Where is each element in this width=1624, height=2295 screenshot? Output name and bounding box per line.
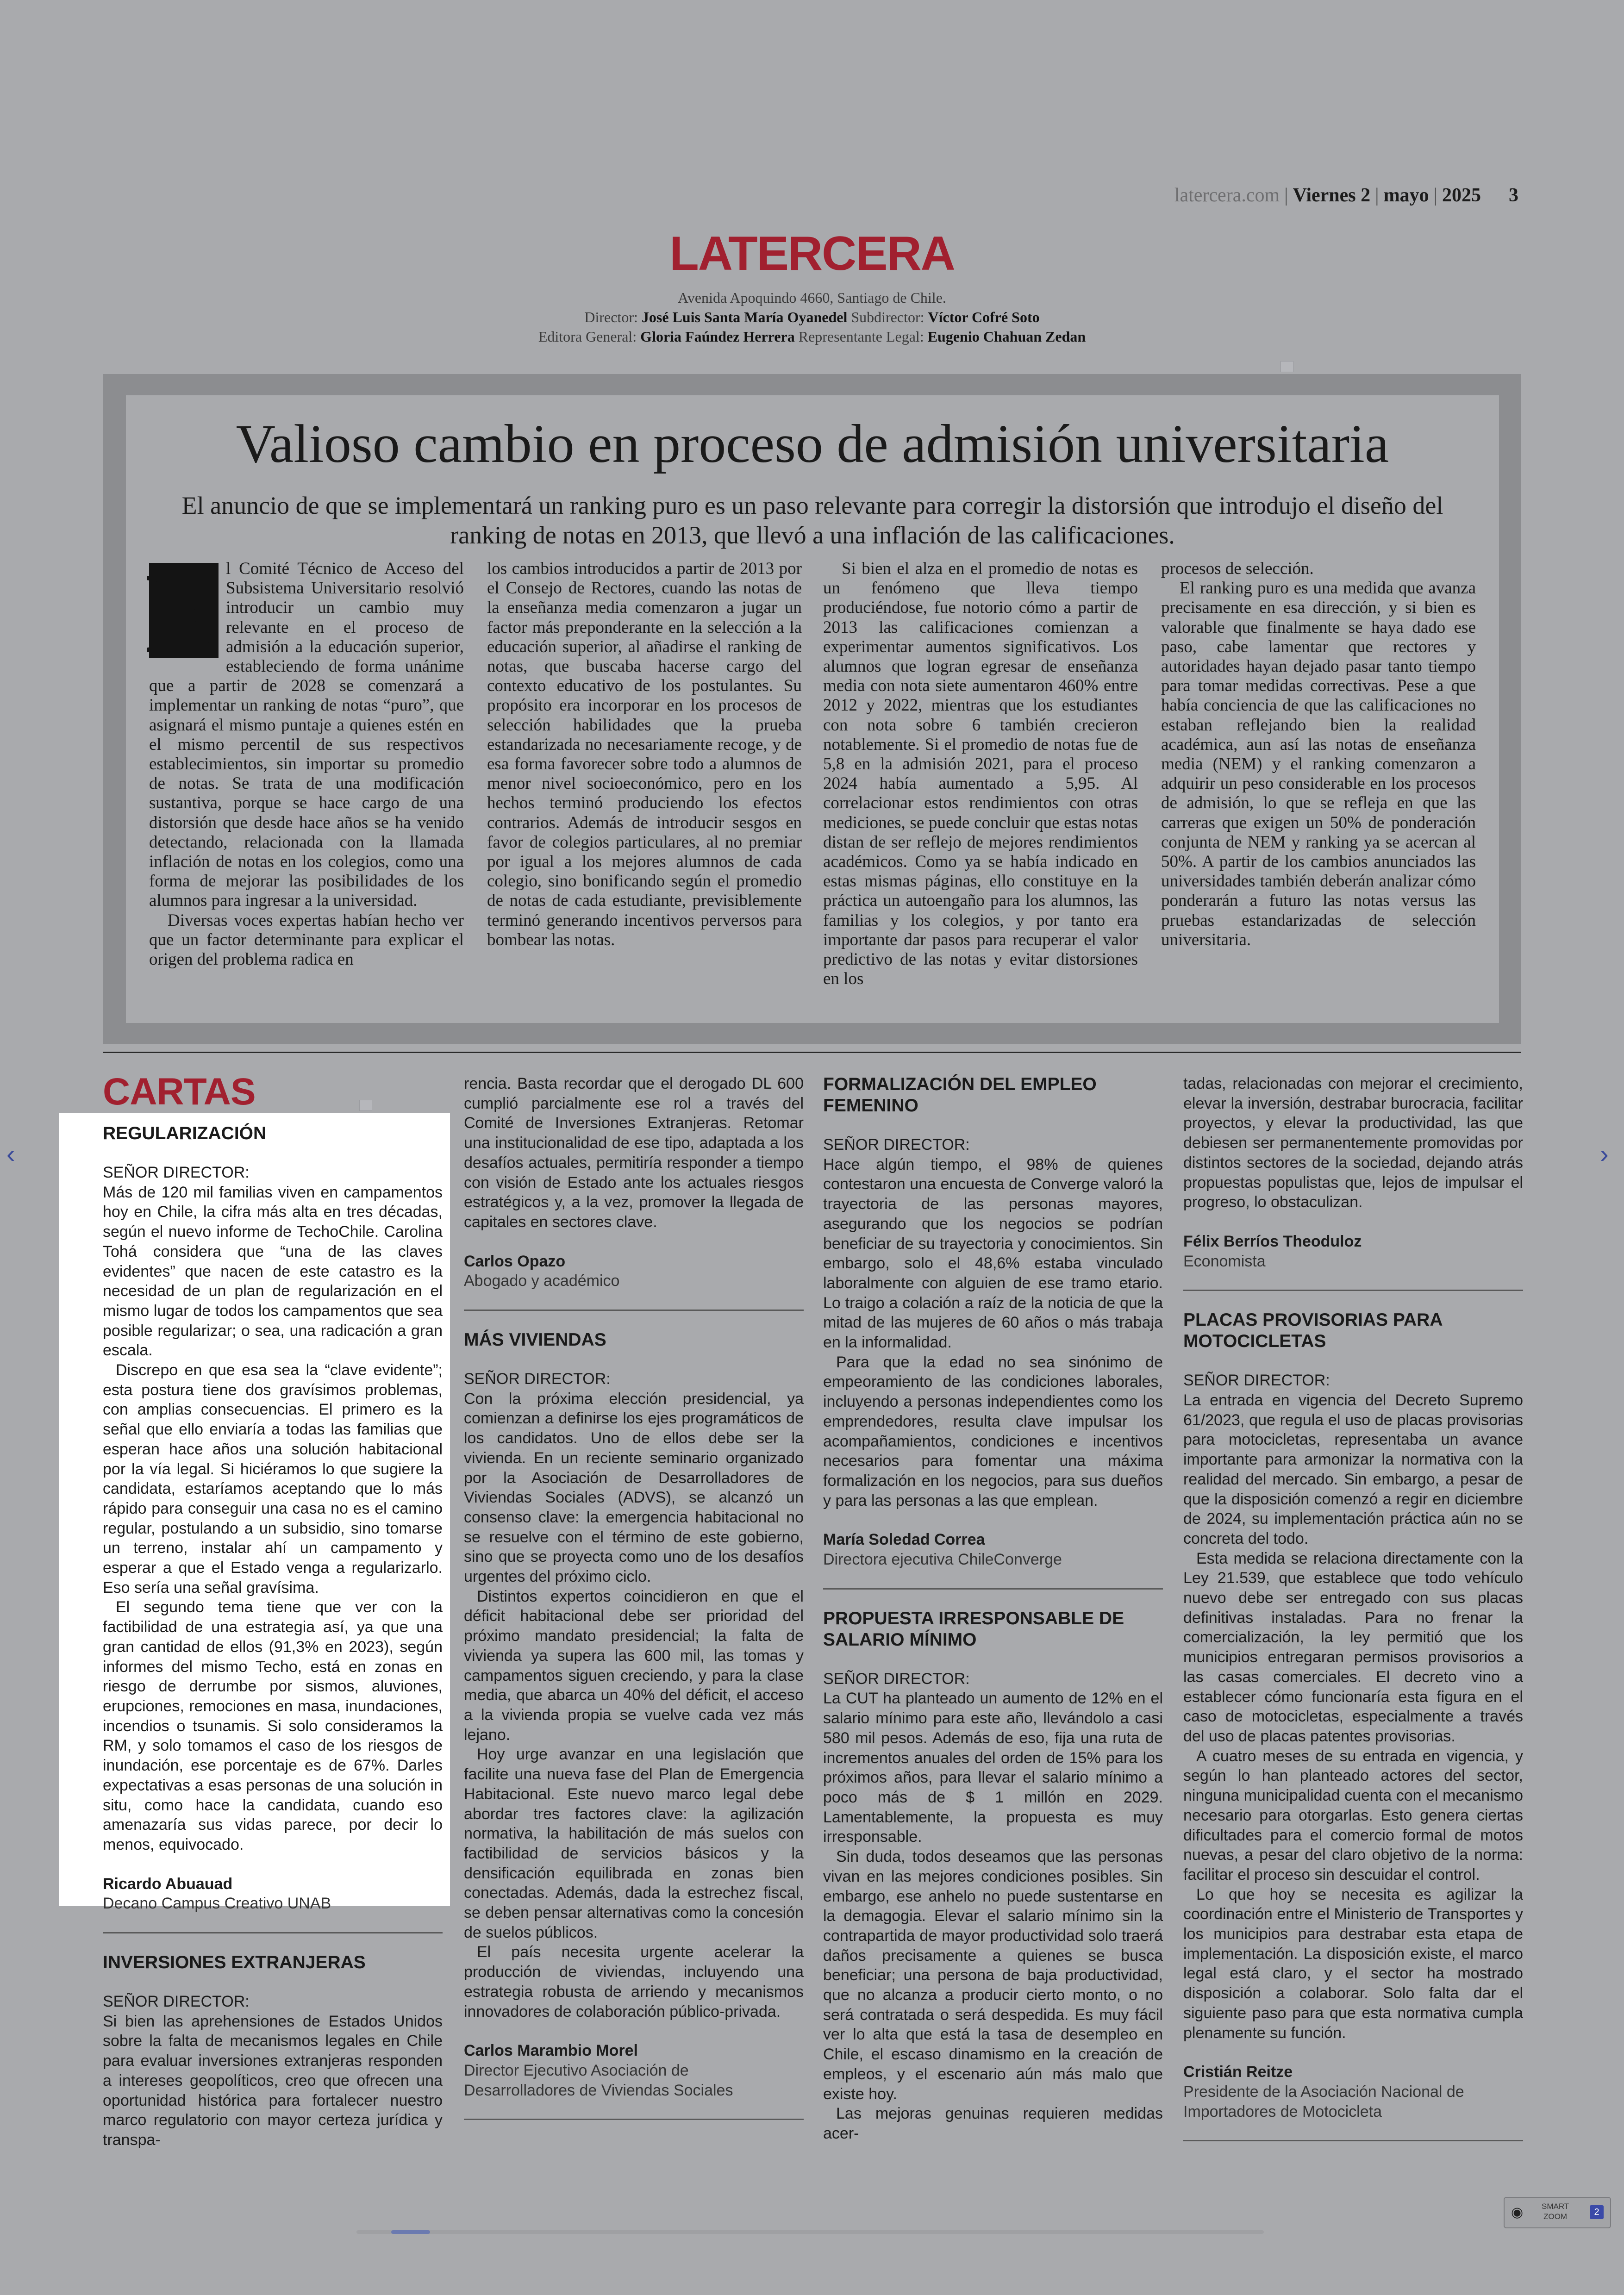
letter-paragraph: Las mejoras genuinas requieren medidas acer- — [823, 2105, 1163, 2142]
letter-paragraph: Para que la edad no sea sinónimo de empeoramiento de las condiciones laborales, incluyendo a personas independientes como los emprendedores, resulta clave impulsar los acompañamientos, condiciones e incentivos necesarios para fomentar una máxima formalización en los negocios, para sus dueños y para las personas a las que emplean. — [823, 1353, 1163, 1509]
letter-paragraph: Lo que hoy se necesita es agilizar la coordinación entre el Ministerio de Transportes y los municipios para destrabar esta etapa de implementación. La disposición existe, el marco legal está claro, y el sector ha mostrado disposición a colaborar. Solo falta dar el siguiente paso para que esta normativa cumpla plenamente su función. — [1183, 1885, 1523, 2042]
folio: latercera.com | Viernes 2 | mayo | 2025 3 — [1174, 185, 1518, 206]
newspaper-logo: LATERCERA — [669, 227, 955, 281]
folio-weekday: Viernes 2 — [1293, 185, 1371, 206]
section-divider — [103, 1052, 1521, 1053]
drop-cap — [145, 549, 223, 677]
letter-divider — [1183, 2140, 1523, 2141]
editora-name: Gloria Faúndez Herrera — [640, 328, 795, 345]
letter-title: INVERSIONES EXTRANJERAS — [103, 1952, 366, 1973]
letter-title: MÁS VIVIENDAS — [464, 1330, 606, 1350]
letter-signer: María Soledad Correa — [823, 1531, 985, 1549]
folio-site: latercera.com — [1174, 185, 1280, 206]
letter-paragraph: Si bien las aprehensiones de Estados Unidos sobre la falta de mecanismos legales en Chile para evaluar inversiones extranjeras responden a intereses geopolíticos, creo que ofrecen una oportunidad histórica para fortalecer nuestro marco regulatorio con mayor certeza jurídica y transpa- — [103, 2012, 443, 2149]
editorial-deck: El anuncio de que se implementará un ranking puro es un paso relevante para corregir la distorsión que introdujo el diseño del ranking de notas en 2013, que llevó a una inflación de las calificaciones. — [181, 492, 1443, 549]
letter-salutation: SEÑOR DIRECTOR: — [464, 1370, 611, 1388]
letter-title: REGULARIZACIÓN — [103, 1123, 267, 1143]
letter-signer: Cristián Reitze — [1183, 2063, 1293, 2081]
letter-salutation: SEÑOR DIRECTOR: — [103, 1993, 250, 2011]
masthead — [0, 227, 1624, 346]
letter-paragraph: Hace algún tiempo, el 98% de quienes contestaron una encuesta de Converge valoró la trayectoria de las personas mayores, asegurando que los negocios se podrían beneficiar de su trayectoria y conocimientos. Sin embargo, solo el 48,6% estaba vinculado laboralmente con alguien de ese tramo etario. Lo traigo a colación a raíz de la noticia de que la mitad de las mujeres de 60 años o más trabaja en la informalidad. — [823, 1155, 1163, 1352]
svg-text:E: E — [145, 549, 223, 677]
legal-rep-name: Eugenio Chahuan Zedan — [927, 328, 1086, 345]
annotation-marker[interactable] — [1280, 361, 1293, 372]
chevron-right-icon[interactable]: › — [1600, 1139, 1609, 1168]
letter-paragraph: A cuatro meses de su entrada en vigencia, y según lo han planteado actores del sector, ninguna municipalidad cuenta con el mecanismo necesario para otorgarlas. Esto genera ciertas dificultades para el comercio formal de motos nuevas, a pesar del claro objetivo de la norma: facilitar el proceso sin descuidar el control. — [1183, 1747, 1523, 1883]
letter-signer: Ricardo Abuauad — [103, 1875, 233, 1893]
letter-empleo[interactable] — [823, 1074, 1163, 1570]
letter-paragraph: Esta medida se relaciona directamente con la Ley 21.539, que establece que todo vehículo nuevo debe ser entregado con sus placas definitivas instaladas. Para no frenar la comercialización, la ley permitió que los municipios entregaran permisos provisorios a las casas comerciales. El decreto vino a establecer cómo funcionaría esta figura en el caso de motocicletas, especialmente a través del uso de placas patentes provisorias. — [1183, 1549, 1523, 1745]
letter-title: PLACAS PROVISORIAS PARA MOTOCICLETAS — [1183, 1310, 1443, 1352]
letter-salutation: SEÑOR DIRECTOR: — [823, 1136, 970, 1154]
letter-paragraph: La entrada en vigencia del Decreto Supremo 61/2023, que regula el uso de placas provisorias para motocicletas, representaba un avance importante para armonizar la normativa con la realidad del mercado. Sin embargo, a pesar de que la disposición comenzó a regir en diciembre de 2024, su implementación práctica aún no se concreta del todo. — [1183, 1391, 1523, 1547]
editorial-paragraph: Si bien el alza en el promedio de notas es un fenómeno que lleva tiempo produciéndose, fue notorio cómo a partir de 2013 las calificaciones comienzan a experimentar aumentos significativos. Los alumnos que logran egresar de enseñanza media con nota siete aumentaron 460% entre 2012 y 2022, mientras que los estudiantes con nota sobre 6 también crecieron notablemente. Si el promedio de notas fue de 5,8 en la admisión 2021, para el proceso 2024 había aumentado a 5,95. Al correlacionar estos rendimientos con otras mediciones, se puede concluir que estas notas distan de ser reflejo de mejores rendimientos académicos. Como ya se había indicado en estas mismas páginas, ello constituye en la práctica un autoengaño para los alumnos, las familias y los colegios, y por tanto era importante dar pasos para recuperar el valor predictivo de las notas y evitar distorsiones en los — [823, 559, 1138, 989]
letter-salario[interactable] — [823, 1608, 1163, 2144]
page-scrollbar-track[interactable] — [356, 2230, 1264, 2234]
letter-inversiones[interactable] — [103, 1952, 443, 2150]
page-scrollbar-thumb[interactable] — [391, 2230, 430, 2234]
annotation-marker[interactable] — [359, 1100, 372, 1111]
letter-salutation: SEÑOR DIRECTOR: — [103, 1164, 250, 1181]
masthead-editors: Editora General: Gloria Faúndez Herrera Representante Legal: Eugenio Chahuan Zedan — [538, 328, 1086, 345]
editorial-paragraph: l Comité Técnico de Acceso del Subsistema Universitario resolvió introducir un cambio muy relevante en el proceso de admisión a la educación superior, estableciendo de forma unánime que a partir de 2028 se comenzará a implementar un ranking de notas “puro”, que asignará el mismo puntaje a quienes estén en el mismo percentil de sus respectivos establecimientos, sin importar su promedio de notas. Se trata de una modificación sustantiva, porque se hace cargo de una distorsión que desde hace años se ha venido detectando, relacionada con la llamada inflación de notas en los colegios, como una forma de mejorar las posibilidades de los alumnos para ingresar a la universidad. — [149, 559, 464, 911]
letter-paragraph: tadas, relacionadas con mejorar el crecimiento, elevar la inversión, destrabar burocracia, facilitar proyectos, y elevar la productividad, las que debiesen ser permanentemente promovidas por distintos sectores de la sociedad, dejando atrás propuestas populistas que, lejos de impulsar el progreso, lo obstaculizan. — [1183, 1075, 1523, 1211]
letter-salutation: SEÑOR DIRECTOR: — [823, 1670, 970, 1688]
letter-paragraph: La CUT ha planteado un aumento de 12% en el salario mínimo para este año, llevándolo a casi 580 mil pesos. Además de eso, fija una ruta de incrementos anuales del orden de 15% para los próximos años, para llevar el salario mínimo a poco más de $ 1 millón en 2029. Lamentablemente, la propuesta es muy irresponsable. — [823, 1690, 1163, 1846]
letter-signer: Carlos Opazo — [464, 1252, 566, 1270]
cartas-section-title: CARTAS — [103, 1071, 256, 1113]
letter-divider — [103, 1932, 443, 1933]
letter-title: FORMALIZACIÓN DEL EMPLEO FEMENINO — [823, 1074, 1097, 1116]
letter-salutation: SEÑOR DIRECTOR: — [1183, 1372, 1330, 1390]
letters-column-4 — [1183, 1074, 1523, 2141]
letter-paragraph: Discrepo en que esa sea la “clave evidente”; esta postura tiene dos gravísimos problemas, con amplias consecuencias. El primero es la señal que ello enviaría a todas las familias que esperan hace años una solución habitacional por la vía legal. Si hiciéramos lo que sugiere la candidata, estaríamos aceptando que lo más rápido para conseguir una casa no es el camino regular, postulando a un subsidio, sino tomarse un terreno, instalar ahí un campamento y esperar a que el Estado venga a regularizarlo. Eso sería una señal gravísima. — [103, 1361, 443, 1597]
editorial-column-1 — [145, 549, 464, 969]
letters-column-3 — [823, 1074, 1163, 2144]
smart-zoom-badge: 2 — [1590, 2205, 1604, 2219]
editorial-column-2 — [487, 559, 802, 950]
letters-column-2 — [464, 1074, 804, 2120]
letter-signer-role: Presidente de la Asociación Nacional de Importadores de Motocicleta — [1183, 2083, 1464, 2120]
editorial-column-3 — [823, 559, 1138, 989]
letter-viviendas[interactable] — [464, 1329, 804, 2100]
letter-signer-role: Director Ejecutivo Asociación de Desarrolladores de Viviendas Sociales — [464, 2061, 733, 2099]
letter-divider — [464, 2119, 804, 2120]
letter-signer-role: Economista — [1183, 1252, 1266, 1270]
letter-signer-role: Decano Campus Creativo UNAB — [103, 1895, 331, 1913]
editorial-column-4 — [1161, 559, 1476, 950]
letter-divider — [464, 1310, 804, 1311]
letter-regularizacion[interactable] — [103, 1123, 443, 1914]
smart-zoom-button[interactable] — [1504, 2197, 1611, 2228]
smart-zoom-label: SMART ZOOM — [1542, 2202, 1569, 2221]
letter-signer: Félix Berríos Theoduloz — [1183, 1232, 1362, 1250]
editorial-paragraph: los cambios introducidos a partir de 2013 por el Consejo de Rectores, cuando las notas de la enseñanza media comenzaron a jugar un factor más preponderante en la selección a la educación superior, al añadirse el ranking de notas, que buscaba hacerse cargo del contexto educativo de los postulantes. Su propósito era incorporar en los procesos de selección habilidades que la prueba estandarizada no necesariamente recoge, y de esa forma favorecer sobre todo a alumnos de menor nivel socioeconómico, pero en los hechos terminó produciendo los efectos contrarios. Además de introducir sesgos en favor de colegios particulares, al no premiar por igual a los mejores alumnos de cada colegio, sino bonificando según el promedio de notas de cada estudiante, previsiblemente terminó generando incentivos perversos para bombear las notas. — [487, 559, 802, 949]
editorial-paragraph: El ranking puro es una medida que avanza precisamente en esa dirección, y si bien es valorable que finalmente se haya dado ese paso, cabe lamentar que rectores y autoridades hayan dejado pasar tanto tiempo para tomar medidas correctivas. Pese a que había conciencia de que las calificaciones no estaban reflejando bien la realidad académica, aun así las notas de enseñanza media (NEM) y el ranking comenzaron a adquirir un peso considerable en los procesos de admisión, lo que se refleja en que las carreras que exigen un 50% de ponderación conjunta de NEM y ranking ya se acercan al 50%. A partir de los cambios anunciados las universidades también deberán analizar cómo ponderarán a futuro las notas versus las pruebas estandarizadas de selección universitaria. — [1161, 579, 1476, 949]
letter-signer: Carlos Marambio Morel — [464, 2042, 638, 2060]
masthead-address: Avenida Apoquindo 4660, Santiago de Chile. — [678, 289, 946, 306]
letter-placas[interactable] — [1183, 1310, 1523, 2121]
letter-paragraph: rencia. Basta recordar que el derogado DL 600 cumplió parcialmente ese rol a través del Comité de Inversiones Extranjeras. Retomar una institucionalidad de ese tipo, adaptada a los desafíos actuales, permitiría responder a tiempo con visión de Estado ante los actuales riesgos estratégicos y, a la vez, promover la llegada de capitales en sectores clave. — [464, 1075, 804, 1231]
letter-signer-role: Directora ejecutiva ChileConverge — [823, 1551, 1062, 1569]
letter-divider — [823, 1588, 1163, 1590]
letters-column-1 — [103, 1123, 443, 2150]
letter-paragraph: Distintos expertos coincidieron en que el déficit habitacional debe ser prioridad del próximo mandato presidencial; la falta de vivienda ya supera las 600 mil, las tomas y campamentos siguen creciendo, y para la clase media, que abarca un 40% del déficit, el acceso a la vivienda propia se vuelve cada vez más lejano. — [464, 1587, 804, 1744]
folio-month: mayo — [1383, 185, 1429, 206]
letter-paragraph: El segundo tema tiene que ver con la factibilidad de una estrategia así, ya que una gran cantidad de ellos (91,3% en 2023), según informes del mismo Techo, está en zonas en riesgo de derrumbe por sismos, aluviones, erupciones, remociones en masa, inundaciones, incendios o tsunamis. Si solo consideramos la RM, y solo tomamos el caso de los riesgos de inundación, ese porcentaje es de 67%. Darles expectativas a esas personas de una solución in situ, como hace la candidata, cuando eso amenazaría sus vidas parece, por decir lo menos, equivocado. — [103, 1598, 443, 1853]
editorial-paragraph: procesos de selección. — [1161, 559, 1314, 578]
page-number: 3 — [1509, 185, 1518, 206]
letter-paragraph: El país necesita urgente acelerar la producción de viviendas, incluyendo una estrategia robusta de arriendo y mecanismos innovadores de colaboración público-privada. — [464, 1943, 804, 2021]
subdirector-name: Víctor Cofré Soto — [928, 309, 1040, 325]
editorial-title: Valioso cambio en proceso de admisión universitaria — [236, 413, 1389, 474]
director-name: José Luis Santa María Oyanedel — [641, 309, 848, 325]
masthead-directors: Director: José Luis Santa María Oyanedel Subdirector: Víctor Cofré Soto — [584, 309, 1040, 325]
letter-paragraph: Con la próxima elección presidencial, ya comienzan a definirse los ejes programáticos de los candidatos. Uno de ellos debe ser la vivienda. En un reciente seminario organizado por la Asociación de Desarrolladores de Viviendas Sociales (ADVS), se alcanzó un consenso clave: la emergencia habitacional no se resuelve con el término de este gobierno, sino que se proyecta como uno de los desafíos urgentes del próximo ciclo. — [464, 1390, 804, 1586]
letter-signer-role: Abogado y académico — [464, 1272, 620, 1290]
chevron-left-icon[interactable]: ‹ — [6, 1139, 15, 1168]
editorial-paragraph: Diversas voces expertas habían hecho ver que un factor determinante para explicar el origen del problema radica en — [149, 911, 464, 969]
eye-icon: ◉ — [1511, 2205, 1524, 2220]
letter-divider — [1183, 1290, 1523, 1291]
folio-year: 2025 — [1442, 185, 1481, 206]
letter-paragraph: Sin duda, todos deseamos que las personas vivan en las mejores condiciones posibles. Sin embargo, ese anhelo no puede sustentarse en la demagogia. Elevar el salario mínimo sin la contrapartida de mayor productividad solo traerá daños precisamente a quienes se busca beneficiar; una persona de baja productividad, que no alcanza a producir cierto monto, o no será contratada o será despedida. Es muy fácil ver lo alta que está la tasa de desempleo en Chile, el escaso dinamismo en la creación de empleos, y el escenario aún más malo que existe hoy. — [823, 1848, 1163, 2103]
letter-paragraph: Hoy urge avanzar en una legislación que facilite una nueva fase del Plan de Emergencia Habitacional. Este nuevo marco legal debe abordar tres factores clave: la agilización normativa, la habilitación de más suelos con factibilidad de servicios básicos y la densificación equilibrada en zonas bien conectadas. Además, dada la estrechez fiscal, se deben pensar alternativas como la concesión de suelos públicos. — [464, 1746, 804, 1941]
letter-title: PROPUESTA IRRESPONSABLE DE SALARIO MÍNIMO — [823, 1608, 1124, 1650]
letter-paragraph: Más de 120 mil familias viven en campamentos hoy en Chile, la cifra más alta en tres décadas, según el nuevo informe de TechoChile. Carolina Tohá considera que “una de las claves evidentes” que nacen de este catastro es la necesidad de un plan de regularización en el mismo lugar de todos los campamentos que sea posible regularizar; o sea, una radicación a gran escala. — [103, 1183, 443, 1360]
